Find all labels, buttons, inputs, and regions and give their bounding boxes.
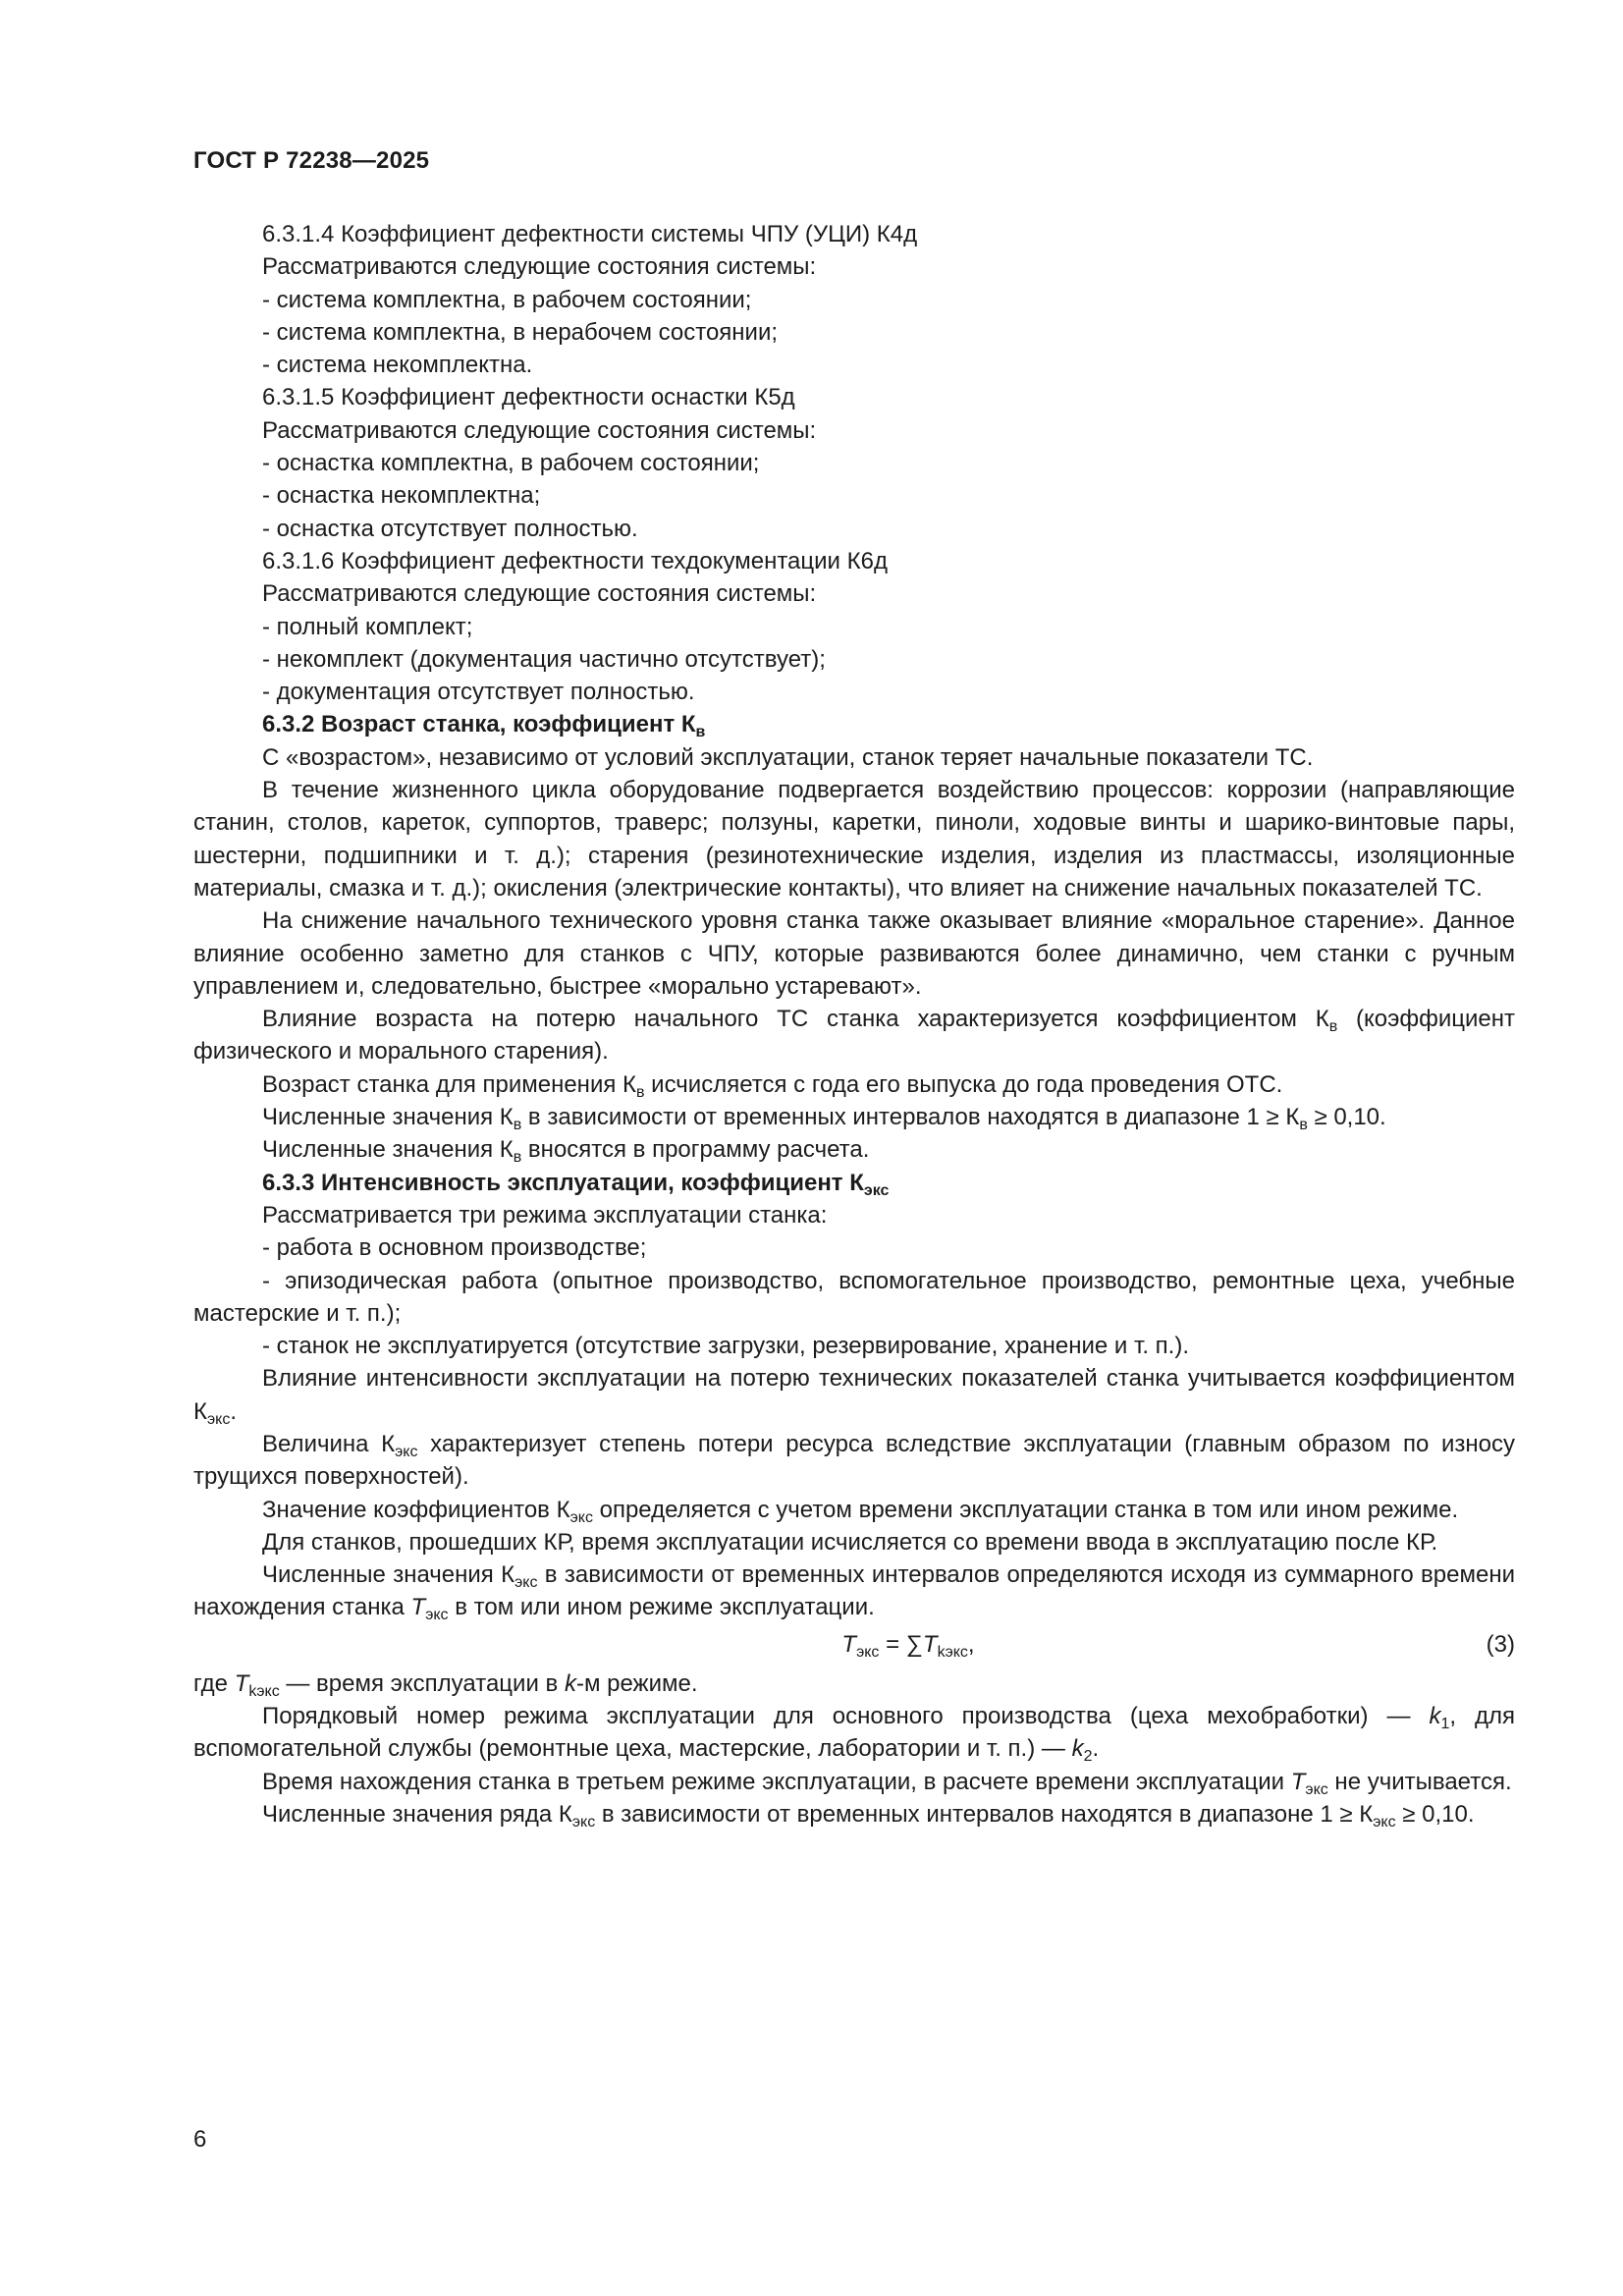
section-6-3-1-4-intro: Рассматриваются следующие состояния системы:: [262, 253, 817, 281]
subscript: в: [1299, 1117, 1308, 1134]
text-run: Влияние интенсивности эксплуатации на потерю технических показателей станка учитывается коэффициентом К: [193, 1365, 1515, 1425]
text-run: в зависимости от временных интервалов находятся в диапазоне 1 ≥ К: [595, 1800, 1374, 1828]
paragraph: [193, 1101, 1515, 1133]
text-run: .: [230, 1397, 237, 1425]
subscript: экс: [1305, 1780, 1328, 1798]
section-6-3-1-5-title: 6.3.1.5 Коэффициент дефектности оснастки К5д: [262, 384, 795, 411]
text-run: Величина К: [262, 1430, 396, 1457]
text-run: Порядковый номер режима эксплуатации для основного производства (цеха мехобработки) —: [262, 1703, 1430, 1730]
formula-explanation: [193, 1667, 1515, 1700]
text-run: в том или ином режиме эксплуатации.: [448, 1594, 875, 1621]
text-run: (коэффициент физического и морального старения).: [193, 1006, 1515, 1066]
variable-T: T: [1290, 1768, 1306, 1795]
heading-text: 6.3.3 Интенсивность эксплуатации, коэффициент К: [262, 1169, 864, 1196]
list-item: - эпизодическая работа (опытное производство, вспомогательное производство, ремонтные цеха, учебные мастерские и т. п.);: [193, 1267, 1515, 1327]
document-code-header: ГОСТ Р 72238—2025: [193, 147, 430, 174]
variable-k: k: [1429, 1703, 1441, 1730]
paragraph: На снижение начального технического уровня станка также оказывает влияние «моральное старение». Данное влияние особенно заметно для станков с ЧПУ, которые развиваются более динамично, чем станки с ручным управлением и, следовательно, быстрее «морально устаревают».: [193, 907, 1515, 1000]
paragraph: [193, 1003, 1515, 1068]
list-item: - оснастка некомплектна;: [262, 482, 541, 510]
list-item: - оснастка отсутствует полностью.: [262, 515, 638, 542]
paragraph: [193, 1428, 1515, 1494]
formula-3: [193, 1624, 1515, 1667]
text-run: не учитывается.: [1327, 1768, 1512, 1795]
section-6-3-1-6-intro: Рассматриваются следующие состояния системы:: [262, 580, 817, 608]
paragraph: Для станков, прошедших КР, время эксплуатации исчисляется со времени ввода в эксплуатацию после КР.: [262, 1528, 1438, 1556]
text-run: Численные значения К: [262, 1136, 514, 1164]
subscript: экс: [395, 1443, 418, 1460]
section-6-3-1-6-title: 6.3.1.6 Коэффициент дефектности техдокументации К6д: [262, 547, 888, 574]
paragraph: [193, 1798, 1515, 1831]
variable-T: T: [841, 1630, 857, 1658]
subscript: экс: [206, 1410, 231, 1428]
list-item: - система комплектна, в рабочем состоянии;: [262, 286, 752, 313]
subscript: экс: [569, 1508, 593, 1526]
text-run: Значение коэффициентов К: [262, 1496, 570, 1523]
text-run: в зависимости от временных интервалов находятся в диапазоне 1 ≥ К: [521, 1104, 1300, 1131]
subscript: в: [513, 1149, 522, 1167]
section-6-3-1-4-title: 6.3.1.4 Коэффициент дефектности системы ЧПУ (УЦИ) К4д: [262, 221, 918, 247]
subscript: 2: [1083, 1748, 1093, 1766]
subscript: экс: [856, 1643, 880, 1661]
paragraph: Рассматривается три режима эксплуатации станка:: [262, 1201, 828, 1229]
text-run: — время эксплуатации в: [279, 1669, 565, 1697]
variable-T: T: [922, 1630, 938, 1658]
text-run: Численные значения ряда К: [262, 1800, 572, 1828]
text-run: где: [193, 1669, 235, 1697]
text-run: ,: [967, 1630, 975, 1658]
variable-k: k: [1071, 1735, 1084, 1763]
subscript: kэкс: [248, 1682, 280, 1700]
paragraph: В течение жизненного цикла оборудование подвергается воздействию процессов: коррозии (направляющие станин, столов, кареток, суппортов, траверс; ползуны, каретки, пиноли, ходовые винты и шарико-винтовые пары, шестерни, подшипники и т. д.); старения (резинотехнические изделия, изделия из пластмассы, изоляционные материалы, смазка и т. д.); окисления (электрические контакты), что влияет на снижение начальных показателей ТС.: [193, 777, 1515, 902]
variable-k: k: [564, 1669, 576, 1697]
text-run: определяется с учетом времени эксплуатации станка в том или ином режиме.: [592, 1496, 1459, 1523]
subscript: экс: [571, 1813, 596, 1831]
subscript: в: [1328, 1018, 1338, 1036]
subscript: экс: [1373, 1813, 1396, 1831]
list-item: - работа в основном производстве;: [262, 1234, 647, 1262]
subscript: экс: [514, 1574, 538, 1592]
paragraph: [193, 1133, 1515, 1166]
subscript: экс: [425, 1607, 449, 1624]
subscript: экс: [863, 1181, 890, 1199]
paragraph: С «возрастом», независимо от условий эксплуатации, станок теряет начальные показатели ТС.: [262, 743, 1314, 771]
paragraph: [193, 1700, 1515, 1766]
text-run: .: [1092, 1735, 1100, 1763]
subscript: в: [636, 1083, 645, 1101]
variable-T: T: [234, 1669, 249, 1697]
text-run: ≥ 0,10.: [1395, 1800, 1475, 1828]
section-6-3-3-heading: [193, 1167, 1515, 1199]
paragraph: [193, 1494, 1515, 1526]
text-run: в зависимости от временных интервалов определяются исходя из суммарного времени нахождения станка: [193, 1561, 1515, 1621]
heading-text: 6.3.2 Возраст станка, коэффициент К: [262, 711, 696, 738]
text-run: Возраст станка для применения К: [262, 1070, 636, 1098]
subscript: в: [695, 724, 706, 741]
list-item: - полный комплект;: [262, 613, 473, 640]
text-run: Время нахождения станка в третьем режиме эксплуатации, в расчете времени эксплуатации: [262, 1768, 1291, 1795]
equation-number: (3): [1486, 1630, 1515, 1658]
list-item: - оснастка комплектна, в рабочем состоянии;: [262, 450, 760, 477]
text-run: Влияние возраста на потерю начального ТС станка характеризуется коэффициентом К: [262, 1006, 1329, 1033]
text-run: ≥ 0,10.: [1307, 1104, 1386, 1131]
page-content: [193, 218, 1515, 1831]
list-item: - документация отсутствует полностью.: [262, 679, 695, 706]
list-item: - система некомплектна.: [262, 352, 533, 379]
list-item: - система комплектна, в нерабочем состоянии;: [262, 318, 779, 346]
list-item: - некомплект (документация частично отсутствует);: [262, 645, 826, 673]
formula-expression: [193, 1628, 1515, 1661]
text-run: вносятся в программу расчета.: [521, 1136, 870, 1164]
page-number: 6: [193, 2126, 207, 2153]
text-run: Численные значения К: [262, 1104, 514, 1131]
subscript: 1: [1440, 1716, 1450, 1733]
variable-T: T: [410, 1594, 426, 1621]
list-item: - станок не эксплуатируется (отсутствие загрузки, резервирование, хранение и т. п.).: [262, 1333, 1189, 1360]
subscript: kэкс: [937, 1643, 968, 1661]
paragraph: [193, 1068, 1515, 1101]
section-6-3-2-heading: [193, 708, 1515, 740]
text-run: -м режиме.: [575, 1669, 698, 1697]
text-run: характеризует степень потери ресурса вследствие эксплуатации (главным образом по износу трущихся поверхностей).: [193, 1430, 1515, 1491]
formula-operator: = ∑: [879, 1630, 923, 1658]
paragraph: [193, 1558, 1515, 1624]
paragraph: [193, 1766, 1515, 1798]
paragraph: [193, 1362, 1515, 1428]
subscript: в: [513, 1117, 522, 1134]
text-run: исчисляется с года его выпуска до года проведения ОТС.: [644, 1070, 1283, 1098]
text-run: , для вспомогательной службы (ремонтные цеха, мастерские, лаборатории и т. п.) —: [193, 1703, 1516, 1763]
section-6-3-1-5-intro: Рассматриваются следующие состояния системы:: [262, 416, 817, 444]
text-run: Численные значения К: [262, 1561, 515, 1589]
